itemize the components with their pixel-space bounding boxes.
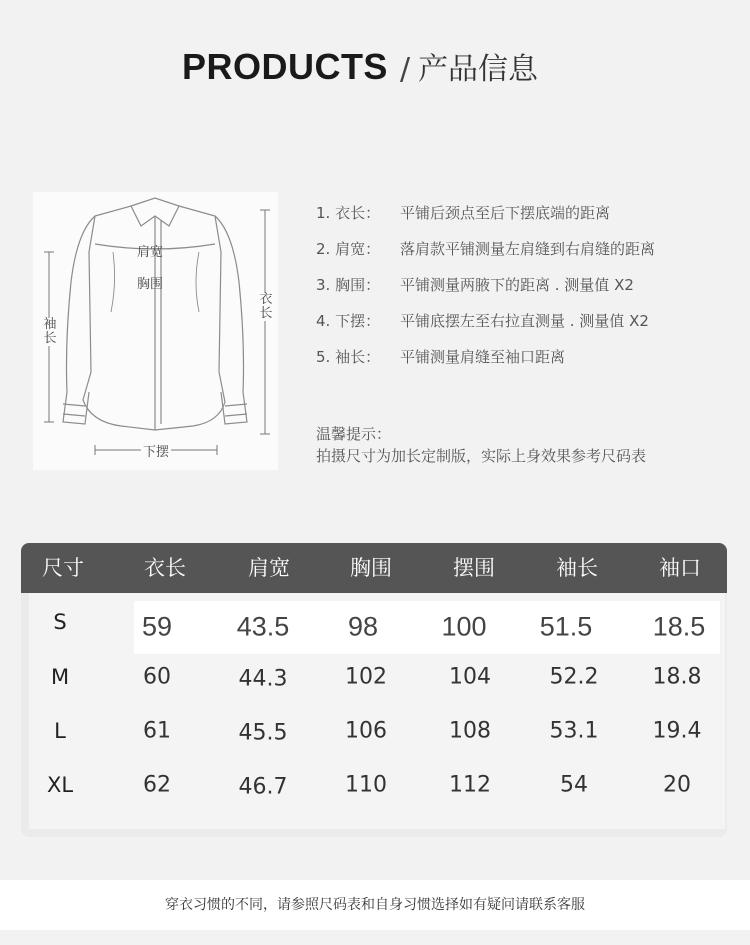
table-cell: 62: [143, 772, 171, 798]
note-item: [316, 310, 649, 331]
note-text: 平铺测量两腋下的距离 . 测量值 X2: [400, 276, 634, 294]
table-cell: 104: [449, 664, 491, 690]
note-text: 平铺测量肩缝至袖口距离: [400, 348, 566, 366]
diagram-label-shoulder: 肩宽: [137, 245, 164, 260]
size-table: [21, 543, 727, 837]
table-cell: 51.5: [539, 611, 593, 642]
header-cell-cuff: 袖口: [659, 556, 701, 580]
table-cell: 46.7: [238, 774, 288, 800]
page-title: [0, 44, 720, 88]
table-cell: 100: [441, 611, 487, 642]
table-cell: 52.2: [549, 664, 599, 690]
table-cell: 20: [663, 772, 691, 798]
note-item: [316, 238, 655, 259]
note-text: 平铺后颈点至后下摆底端的距离: [400, 204, 611, 222]
header-cell-chest: 胸围: [350, 556, 392, 580]
shirt-outline-icon: [33, 192, 278, 470]
header-cell-length: 衣长: [144, 556, 186, 580]
table-cell: 18.8: [652, 664, 702, 690]
table-cell: 19.4: [652, 718, 702, 744]
table-cell: 60: [143, 664, 171, 690]
size-table-header: [21, 543, 727, 593]
diagram-label-length: 衣长: [259, 292, 273, 321]
shirt-diagram: [33, 192, 278, 470]
table-cell: S: [53, 610, 67, 634]
note-text: 落肩款平铺测量左肩缝到右肩缝的距离: [400, 240, 656, 258]
title-english: PRODUCTS: [181, 46, 388, 87]
header-cell-shoulder: 肩宽: [248, 556, 290, 580]
header-cell-sleeve: 袖长: [556, 556, 598, 580]
table-cell: L: [54, 719, 66, 743]
table-cell: 18.5: [652, 611, 706, 642]
table-cell: 43.5: [236, 611, 290, 642]
table-cell: 98: [347, 611, 379, 642]
footer-note: [0, 880, 750, 930]
note-label: 2. 肩宽：: [316, 240, 381, 258]
title-separator: /: [399, 52, 411, 87]
table-cell: 61: [143, 718, 171, 744]
tip-box: [316, 423, 646, 467]
diagram-label-sleeve: 袖长: [43, 317, 57, 346]
note-text: 平铺底摆左至右拉直测量 . 测量值 X2: [400, 312, 649, 330]
table-cell: 112: [449, 772, 491, 798]
table-cell: 54: [560, 772, 588, 798]
note-label: 1. 衣长：: [316, 204, 381, 222]
table-cell: 106: [345, 718, 387, 744]
table-cell: M: [50, 665, 70, 689]
header-cell-size: 尺寸: [42, 556, 84, 580]
table-cell: 44.3: [238, 666, 288, 692]
note-item: [316, 346, 565, 367]
diagram-label-hem: 下摆: [141, 441, 171, 460]
footer-text: 穿衣习惯的不同，请参照尺码表和自身习惯选择如有疑问请联系客服: [165, 897, 585, 913]
title-chinese: 产品信息: [418, 52, 539, 87]
table-cell: XL: [46, 773, 74, 797]
table-cell: 110: [345, 772, 387, 798]
tip-title: 温馨提示：: [316, 425, 392, 443]
size-table-body: [29, 593, 725, 829]
row-highlight: [134, 601, 720, 654]
table-cell: 59: [141, 611, 173, 642]
note-label: 4. 下摆：: [316, 312, 381, 330]
header-cell-hem: 摆围: [453, 556, 495, 580]
tip-text: 拍摄尺寸为加长定制版，实际上身效果参考尺码表: [316, 447, 647, 465]
note-item: [316, 202, 610, 223]
diagram-label-chest: 胸围: [137, 277, 164, 292]
table-cell: 53.1: [549, 718, 599, 744]
table-cell: 45.5: [238, 720, 288, 746]
table-cell: 102: [345, 664, 387, 690]
table-cell: 108: [449, 718, 491, 744]
note-item: [316, 274, 634, 295]
note-label: 3. 胸围：: [316, 276, 381, 294]
note-label: 5. 袖长：: [316, 348, 381, 366]
